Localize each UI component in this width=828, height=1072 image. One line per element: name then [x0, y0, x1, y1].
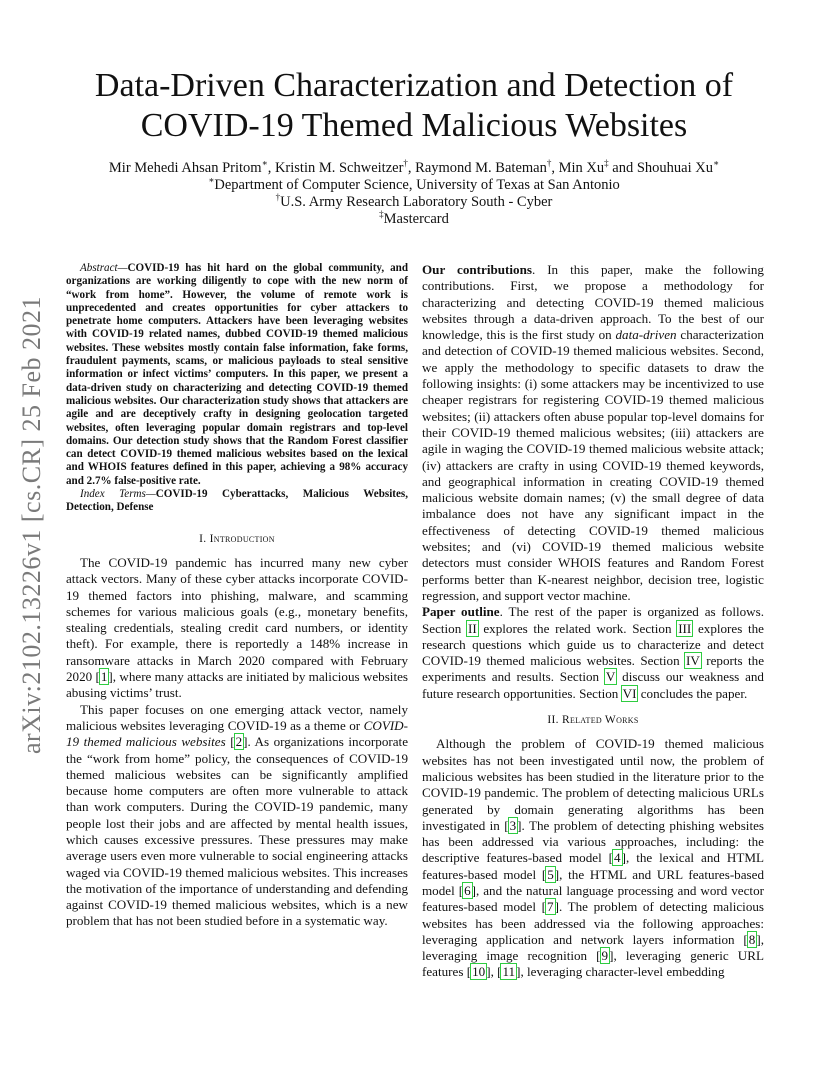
intro-p1-tail: , where many attacks are initiated by malicious websites abusing victims’ trust.: [66, 669, 408, 701]
section-link-iii[interactable]: III: [678, 620, 692, 636]
related-text: Although the problem of COVID-19 themed malicious websites has not been investigated until now, the problem of malicious websites has been studied in the literature prior to the COVID-19 pandemic. The problem of detecting malicious URLs generated by domain generating algorithms has been investigated in: [422, 736, 764, 833]
outline-text: reports the experiments and results. Section: [422, 653, 765, 685]
related-text: ,: [490, 964, 498, 980]
section-link-iv[interactable]: IV: [686, 653, 700, 669]
outline-heading: Paper outline: [422, 604, 500, 620]
abstract: Abstract—COVID-19 has hit hard on the global community, and organizations are working diligently to cope with the new norm of “work from home”. However, the volume of remote work is unprecedented and creates opportunities for cyber attackers to penetrate home computers. Attackers have been leveraging websites with COVID-19 related names, dubbed COVID-19 themed malicious websites. These websites mostly contain false information, fake forms, fraudulent payments, scams, or malicious payloads to steal sensitive information or infect victims’ computers. In this paper, we present a data-driven study on characterizing and detecting COVID-19 themed malicious websites. Our characterization study shows that attackers are agile and are deceptively crafty in designing geolocation targeted websites, often leveraging popular domain registrars and top-level domains. Our detection study shows that the Random Forest classifier can detect COVID-19 themed malicious websites based on the lexical and WHOIS features defined in this paper, achieving a 98% accuracy and 2.7% false-positive rate.: [66, 262, 408, 487]
abstract-label: Abstract: [80, 262, 118, 274]
outline-text: . The rest of the paper is organized as follows. Section: [422, 604, 764, 636]
section-link-vi[interactable]: VI: [622, 685, 637, 701]
section-link-ii[interactable]: II: [467, 620, 477, 636]
citation-link-10[interactable]: 10: [472, 964, 486, 980]
related-text: . The problem of detecting phishing websites has been addressed via various approaches, including: the descriptive features-based model: [422, 817, 764, 866]
outline-text: explores the research questions which guide us to characterize and detect COVID-19 themed malicious websites. Section: [422, 620, 764, 669]
affiliation-arl: †U.S. Army Research Laboratory South - Cyber: [275, 192, 553, 210]
related-text: . The problem of detecting malicious websites has been addressed via the following approaches: leveraging application and network layers information: [422, 899, 765, 947]
section-heading-introduction: I. Introduction: [199, 532, 275, 545]
citation-link-6[interactable]: 6: [464, 882, 471, 898]
outline-text: explores the related work. Section: [477, 620, 678, 636]
outline-paragraph: [422, 604, 764, 702]
left-column: [66, 262, 408, 930]
related-works-paragraph: Although the problem of COVID-19 themed malicious websites has not been investigated until now, the problem of malicious websites has been studied in the literature prior to the COVID-19 pandemic. The problem of detecting malicious URLs generated by domain generating algorithms has been investigated in [3]. The problem of detecting phishing websites has been addressed via various approaches, including: the descriptive features-based model [4], the lexical and HTML features-based model [5], the HTML and URL features-based model [6], and the natural language processing and word vector features-based model [7]. The problem of detecting malicious websites has been addressed via the following approaches: leveraging application and network layers information [8], leveraging image recognition [9], leveraging generic URL features [10], [11], leveraging character-level embedding: [422, 736, 765, 980]
related-text: , the HTML and URL features-based model: [422, 866, 764, 898]
citation-link-7[interactable]: 7: [547, 899, 554, 915]
citation-link-11[interactable]: 11: [502, 964, 516, 980]
outline-text: discuss our weakness and future research opportunities. Section: [422, 669, 764, 701]
abstract-text: COVID-19 has hit hard on the global community, and organizations are working diligently to cope with the new norm of “work from home”. However, the volume of remote work is unprecedented and creates opportunities for cyber attackers to penetrate home computers. Attackers have been leveraging websites with COVID-19 related names, dubbed COVID-19 themed malicious websites. These websites mostly contain false information, fake forms, fraudulent payments, scams, or malicious payloads to steal sensitive information or infect victims’ computers. In this paper, we present a data-driven study on characterizing and detecting COVID-19 themed malicious websites. Our characterization study shows that attackers are agile and are deceptively crafty in designing geolocation targeted websites, often leveraging popular domain registrars and top-level domains. Our detection study shows that the Random Forest classifier can detect COVID-19 themed malicious websites based on the lexical and WHOIS features defined in this paper, achieving a 98% accuracy and 2.7% false-positive rate.: [66, 262, 408, 487]
intro-p1-text: The COVID-19 pandemic has incurred many new cyber attack vectors. Many of these cyber attacks incorporate COVID-19 themed factors into phishing, malware, and scamming schemes for various malicious goals (e.g., monetary benefits, stealing credentials, stealing credit card numbers, or identity theft). For example, there is reportedly a 148% increase in ransomware attacks in March 2020 compared with February 2020: [66, 554, 408, 685]
intro-paragraph-1: The COVID-19 pandemic has incurred many new cyber attack vectors. Many of these cyber attacks incorporate COVID-19 themed factors into phishing, malware, and scamming schemes for various malicious goals (e.g., monetary benefits, stealing credentials, stealing credit card numbers, or identity theft). For example, there is reportedly a 148% increase in ransomware attacks in March 2020 compared with February 2020 [1], where many attacks are initiated by malicious websites abusing victims’ trust.: [66, 554, 408, 701]
related-text: , leveraging generic URL features: [422, 948, 764, 980]
citation-link-4[interactable]: 4: [614, 850, 621, 866]
outline-text: concludes the paper.: [637, 685, 748, 701]
contributions-emphasis: data-driven: [615, 327, 677, 343]
citation-link-9[interactable]: 9: [601, 948, 609, 964]
intro-p2-text-b: . As organizations incorporate the “work from home” policy, the consequences of COVID-19 themed malicious websites can be significantly amplified because home computers are often more vulnerable to attack than work computers. During the COVID-19 pandemic, many people lost their jobs and are affected by mental health issues, which causes excessive pressures. These pressures may make average users even more vulnerable to social engineering attacks waged via COVID-19 themed malicious websites. This increases the motivation of the importance of understanding and defending against COVID-19 themed malicious websites, which is a new problem that has not been studied before in a systematic way.: [66, 734, 409, 929]
author-names: Mir Mehedi Ahsan Pritom∗, Kristin M. Schweitzer†, Raymond M. Bateman†, Min Xu‡ and Shouhuai Xu∗: [108, 158, 720, 176]
citation-link-5[interactable]: 5: [547, 866, 554, 882]
contributions-heading: Our contributions: [422, 262, 532, 277]
index-terms: Index Terms—COVID-19 Cyberattacks, Malicious Websites, Detection, Defense: [66, 488, 408, 514]
affiliation-mastercard: ‡Mastercard: [379, 209, 449, 227]
intro-p2-emphasis: COVID-19 themed malicious websites: [66, 717, 408, 750]
paper-title: Data-Driven Characterization and Detection of COVID-19 Themed Malicious Websites: [94, 67, 734, 144]
related-text: , leveraging character-level embedding: [520, 964, 725, 980]
citation-link-1[interactable]: 1: [100, 669, 108, 685]
index-terms-label: Index Terms: [80, 488, 146, 501]
right-column: [422, 262, 764, 981]
contributions-paragraph: [422, 262, 764, 604]
intro-p2-text-a: This paper focuses on one emerging attack vector, namely malicious websites leveraging COVID-19 as a theme or: [66, 701, 408, 733]
related-text: , and the natural language processing and word vector features-based model: [422, 882, 764, 915]
arxiv-identifier-text: arXiv:2102.13226v1 [cs.CR] 25 Feb 2021: [17, 295, 46, 755]
citation-link-8[interactable]: 8: [748, 931, 756, 947]
arxiv-identifier-stamp: [12, 290, 52, 760]
author-block: [40, 160, 788, 228]
related-text: , leveraging image recognition: [422, 931, 764, 964]
affiliation-utsa: ∗Department of Computer Science, University of Texas at San Antonio: [208, 175, 620, 193]
section-link-v[interactable]: V: [605, 669, 616, 685]
section-heading-related-works: II. Related Works: [547, 714, 639, 727]
index-terms-text: COVID-19 Cyberattacks, Malicious Websites, Detection, Defense: [66, 488, 408, 514]
citation-link-2[interactable]: 2: [235, 734, 243, 750]
contributions-text-b: characterization and detection of COVID-19 themed malicious websites. Second, we apply the methodology to specific datasets to draw the following insights: (i) some attackers may be incentivized to use cheaper registrars for registering COVID-19 themed malicious websites; (ii) attackers often abuse popular top-level domains for their COVID-19 themed malicious websites; (iii) attackers are agile in waging the COVID-19 themed malicious website attack; (iv) attackers are crafty in using COVID-19 themed keywords, and geographical information in creating COVID-19 themed malicious website domain names; (v) the small degree of data imbalance does not have any significant impact in the effectiveness of detecting COVID-19 themed malicious websites; and (vi) COVID-19 themed malicious website detectors must consider WHOIS features and Random Forest performs better than K-nearest neighbor, decision tree, logistic regression, and support vector machine.: [422, 327, 764, 603]
contributions-text-a: . In this paper, make the following contributions. First, we propose a methodology for characterizing and detecting COVID-19 themed malicious websites through a data-driven approach. To the best of our knowledge, this is the first study on: [422, 262, 764, 343]
related-text: , the lexical and HTML features-based model: [422, 850, 764, 882]
intro-paragraph-2: This paper focuses on one emerging attack vector, namely malicious websites leveraging COVID-19 as a theme or COVID-19 themed malicious websites [2]. As organizations incorporate the “work from home” policy, the consequences of COVID-19 themed malicious websites can be significantly amplified because home computers are often more vulnerable to attack than work computers. During the COVID-19 pandemic, many people lost their jobs and are affected by mental health issues, which causes excessive pressures. These pressures may make average users even more vulnerable to social engineering attacks waged via COVID-19 themed malicious websites. This increases the motivation of the importance of understanding and defending against COVID-19 themed malicious websites, which is a new problem that has not been studied before in a systematic way.: [66, 701, 409, 929]
citation-link-3[interactable]: 3: [509, 817, 517, 833]
